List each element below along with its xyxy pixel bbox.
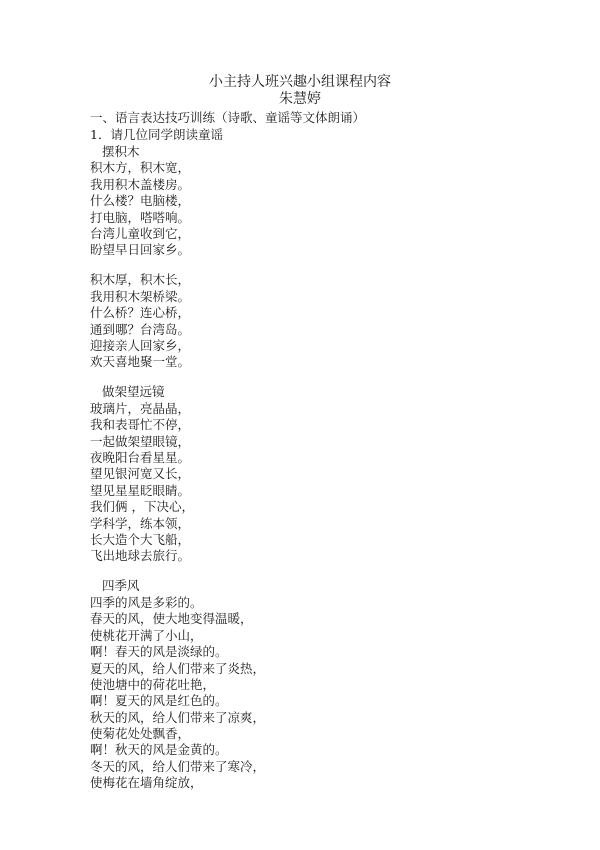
poem-line: 啊！秋天的风是金黄的。 (90, 742, 228, 757)
subsection-heading: 1．请几位同学朗读童谣 (90, 127, 223, 142)
poem-title: 四季风 (102, 578, 140, 593)
poem-line: 夏天的风，给人们带来了炎热， (90, 661, 266, 676)
poem-line: 春天的风，使大地变得温暖， (90, 611, 253, 626)
poem-line: 迎接亲人回家乡， (90, 338, 191, 353)
poem-line: 我用积木盖楼房。 (90, 177, 191, 192)
poem-line: 学科学，练本领， (90, 516, 191, 531)
poem-line: 积木厚，积木长， (90, 272, 191, 287)
poem-line: 盼望早日回家乡。 (90, 242, 191, 257)
poem-line: 望见星星眨眼睛。 (90, 483, 191, 498)
document-title: 小主持人班兴趣小组课程内容 (209, 74, 391, 90)
poem-line: 使梅花在墙角绽放， (90, 775, 203, 790)
poem-line: 使桃花开满了小山， (90, 628, 203, 643)
poem-line: 玻璃片，亮晶晶， (90, 401, 191, 416)
poem-line: 夜晚阳台看星星。 (90, 450, 191, 465)
poem-line: 台湾儿童收到它， (90, 226, 191, 241)
poem-title: 摆积木 (102, 144, 140, 159)
poem-line: 什么楼？电脑楼， (90, 193, 191, 208)
poem-line: 我用积木架桥梁。 (90, 289, 191, 304)
poem-line: 望见银河宽又长， (90, 466, 191, 481)
poem-line: 长大造个大飞船， (90, 532, 191, 547)
poem-line: 我们俩 ，下决心， (90, 499, 194, 514)
document-author: 朱慧婷 (279, 91, 321, 107)
poem-line: 通到哪？台湾岛。 (90, 322, 191, 337)
poem-line: 什么桥？连心桥， (90, 305, 191, 320)
poem-line: 我和表哥忙不停， (90, 417, 191, 432)
poem-line: 积木方，积木宽， (90, 160, 191, 175)
poem-line: 啊！夏天的风是红色的。 (90, 693, 228, 708)
poem-line: 欢天喜地聚一堂。 (90, 354, 191, 369)
poem-line: 飞出地球去旅行。 (90, 548, 191, 563)
poem-line: 一起做架望眼镜， (90, 434, 191, 449)
poem-line: 打电脑，嗒嗒响。 (90, 210, 191, 225)
poem-line: 使菊花处处飘香， (90, 726, 191, 741)
poem-title: 做架望远镜 (102, 384, 165, 399)
poem-line: 使池塘中的荷花吐艳， (90, 677, 216, 692)
poem-line: 冬天的风，给人们带来了寒冷， (90, 759, 266, 774)
poem-line: 啊！春天的风是淡绿的。 (90, 644, 228, 659)
poem-line: 秋天的风，给人们带来了凉爽， (90, 710, 266, 725)
poem-line: 四季的风是多彩的。 (90, 595, 203, 610)
section-heading: 一、语言表达技巧训练（诗歌、童谣等文体朗诵） (90, 110, 366, 125)
